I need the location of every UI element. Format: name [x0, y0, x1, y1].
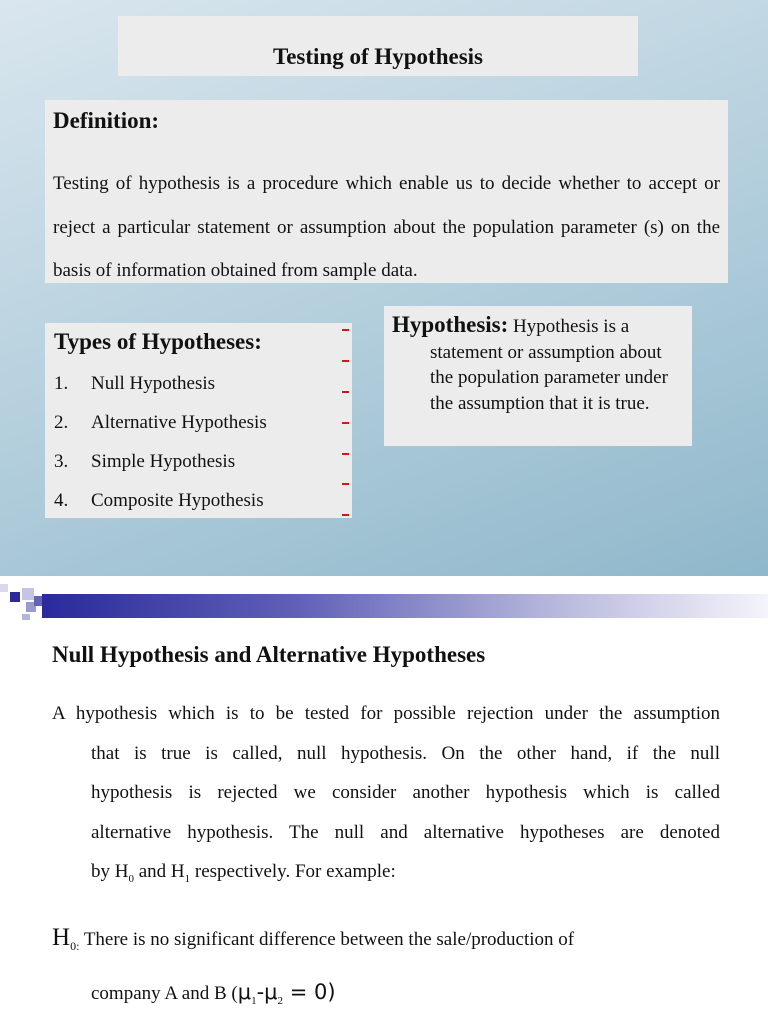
hypothesis-text [392, 312, 688, 416]
dash-mark [342, 360, 349, 362]
h0-letter: H [52, 924, 71, 951]
list-item [54, 451, 267, 490]
dash-mark [342, 391, 349, 393]
equals-zero: = 0) [283, 980, 336, 1004]
hypothesis-rest: statement or assumption about the population parameter under the assumption that it is true. [430, 341, 668, 414]
decorative-banner [0, 584, 768, 620]
para-line: A hypothesis which is to be tested for possible rejection under the assumption [52, 703, 720, 724]
denote-mid: and H [133, 861, 185, 882]
denote-pre: by H [91, 861, 129, 882]
dash-mark [342, 483, 349, 485]
item-number: 3. [54, 451, 69, 472]
dash-mark [342, 453, 349, 455]
list-item [54, 373, 267, 412]
subscript-0: 0 [128, 872, 134, 885]
dash-mark [342, 514, 349, 516]
denote-post: respectively. For example: [190, 861, 396, 882]
slide-title: Testing of Hypothesis [272, 44, 484, 69]
h0-subscript: 0: [70, 938, 80, 953]
subscript-1: 1 [184, 872, 191, 885]
para-line: that is true is called, null hypothesis. On the other hand, if the null [91, 742, 720, 764]
item-label: Null Hypothesis [91, 373, 216, 394]
red-dash-marks [342, 320, 354, 520]
title-box [118, 16, 638, 76]
hypothesis-first: Hypothesis is a [508, 316, 630, 337]
hypothesis-label: Hypothesis: [392, 312, 509, 337]
item-label: Composite Hypothesis [91, 490, 264, 511]
item-number: 4. [54, 490, 69, 511]
explanation-paragraph [52, 694, 720, 899]
types-list [54, 373, 267, 529]
item-label: Simple Hypothesis [91, 451, 236, 472]
mu-subscript-1: 1 [251, 994, 257, 1007]
types-heading: Types of Hypotheses: [54, 329, 262, 354]
mu-subscript-2: 2 [277, 994, 284, 1007]
para-line: alternative hypothesis. The null and alternative hypotheses are denoted [91, 821, 720, 843]
example-line [91, 980, 336, 1007]
definition-body: Testing of hypothesis is a procedure which enable us to decide whether to accept or reject a particular statement or assumption about the population parameter (s) on the basis of information obtained from sample data. [53, 173, 720, 281]
minus-mu: -μ [256, 980, 278, 1004]
mu-symbol: μ [237, 980, 252, 1004]
banner-square [0, 584, 8, 592]
banner-gradient-bar [42, 594, 768, 618]
item-number: 2. [54, 412, 69, 433]
definition-heading: Definition: [53, 108, 160, 133]
list-item [54, 490, 267, 529]
dash-mark [342, 422, 349, 424]
types-box [45, 323, 352, 518]
dash-mark [342, 329, 349, 331]
h0-statement [52, 924, 752, 954]
para-line: hypothesis is rejected we consider another hypothesis which is called [91, 782, 720, 803]
banner-square [22, 614, 30, 620]
definition-box [45, 100, 728, 283]
banner-square [22, 588, 34, 600]
item-number: 1. [54, 373, 69, 394]
list-item [54, 412, 267, 451]
hypothesis-box [384, 306, 692, 446]
h0-text: There is no significant difference between the sale/production of [79, 929, 575, 950]
para-line-denotation [52, 852, 720, 899]
section-heading: Null Hypothesis and Alternative Hypotheses [52, 642, 486, 667]
example-text: company A and B ( [91, 983, 238, 1004]
slide-2 [0, 576, 768, 1024]
banner-square [10, 592, 20, 602]
item-label: Alternative Hypothesis [91, 412, 267, 433]
